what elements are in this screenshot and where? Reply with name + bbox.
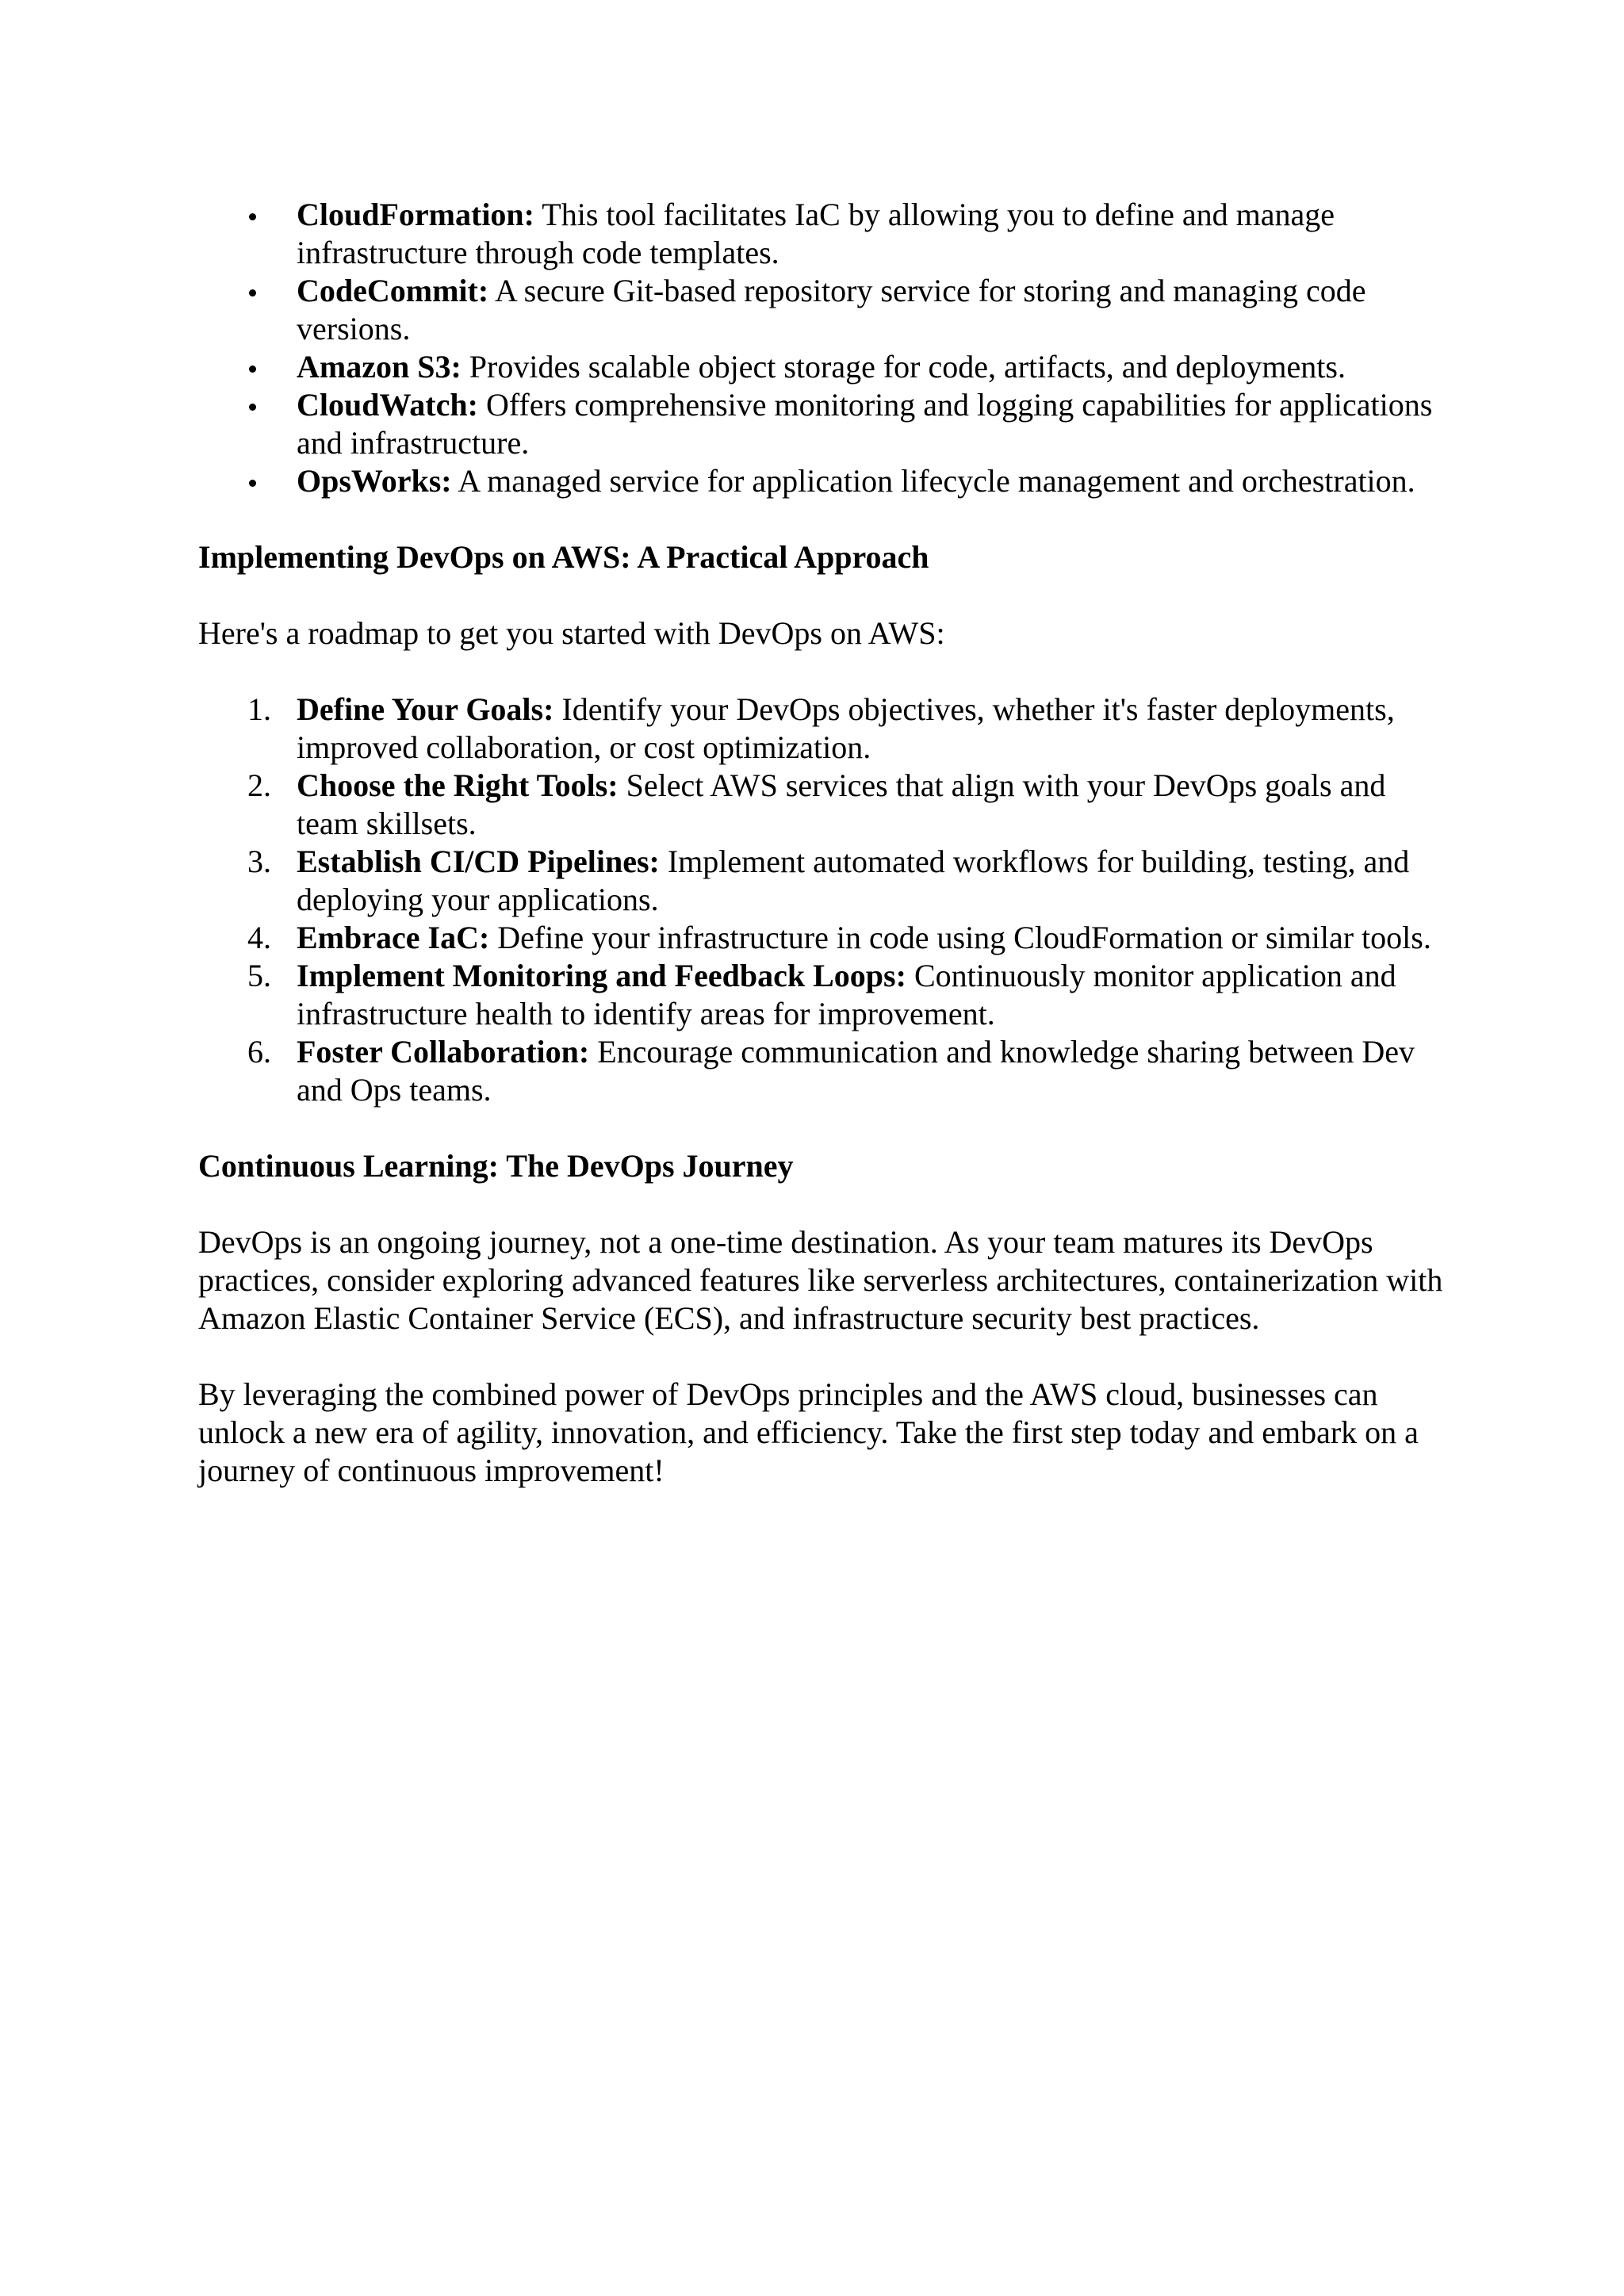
step-number: 1. (247, 691, 271, 727)
document-page (198, 196, 1451, 1490)
list-item-term: Implement Monitoring and Feedback Loops: (297, 958, 906, 993)
list-item (198, 348, 1451, 386)
list-item-text: Encourage communication and knowledge sharing between Dev and Ops teams. (297, 1034, 1415, 1108)
step-number: 3. (247, 844, 271, 879)
learning-paragraph-2: By leveraging the combined power of DevOps principles and the AWS cloud, businesses can unlock a new era of agility, innovation, and efficiency. Take the first step today and embark on a journey of continuous improvement! (198, 1376, 1419, 1488)
list-item (198, 462, 1451, 500)
list-item-term: Establish CI/CD Pipelines: (297, 844, 660, 879)
section-heading-learning: Continuous Learning: The DevOps Journey (198, 1148, 794, 1184)
list-item (198, 386, 1451, 462)
list-item-text: Offers comprehensive monitoring and logging capabilities for applications and infrastructure. (297, 387, 1433, 461)
list-item-text: Define your infrastructure in code using CloudFormation or similar tools. (489, 920, 1431, 955)
step-number: 6. (247, 1034, 271, 1070)
list-item (198, 1033, 1451, 1109)
list-item (198, 957, 1451, 1033)
list-item-text: A secure Git-based repository service for storing and managing code versions. (297, 273, 1366, 346)
roadmap-intro: Here's a roadmap to get you started with DevOps on AWS: (198, 615, 945, 651)
section-heading-implementing: Implementing DevOps on AWS: A Practical Approach (198, 539, 929, 575)
list-item-text: Provides scalable object storage for code, artifacts, and deployments. (461, 349, 1346, 385)
roadmap-steps-list (198, 691, 1451, 1109)
list-item-term: Embrace IaC: (297, 920, 490, 955)
list-item-text: Identify your DevOps objectives, whether it's faster deployments, improved collaboration, or cost optimization. (297, 691, 1395, 765)
list-item-term: Amazon S3: (297, 349, 462, 385)
step-number: 4. (247, 920, 271, 955)
list-item-term: CloudWatch: (297, 387, 478, 423)
step-number: 5. (247, 958, 271, 993)
step-number: 2. (247, 767, 271, 803)
list-item-term: Choose the Right Tools: (297, 767, 619, 803)
list-item-term: OpsWorks: (297, 463, 452, 499)
list-item-text: Select AWS services that align with your DevOps goals and team skillsets. (297, 767, 1386, 841)
list-item (198, 196, 1451, 272)
list-item-term: Foster Collaboration: (297, 1034, 590, 1070)
list-item-term: Define Your Goals: (297, 691, 554, 727)
list-item (198, 919, 1451, 957)
list-item-text: A managed service for application lifecycle management and orchestration. (451, 463, 1415, 499)
list-item-text: Continuously monitor application and infrastructure health to identify areas for improvement. (297, 958, 1396, 1031)
list-item-text: Implement automated workflows for building, testing, and deploying your applications. (297, 844, 1410, 917)
list-item-term: CodeCommit: (297, 273, 489, 308)
learning-paragraph-1: DevOps is an ongoing journey, not a one-time destination. As your team matures its DevOps practices, consider exploring advanced features like serverless architectures, containerization with Amazon Elastic Container Service (ECS), and infrastructure security best practices. (198, 1224, 1443, 1336)
list-item-term: CloudFormation: (297, 197, 534, 232)
list-item (198, 691, 1451, 767)
list-item (198, 272, 1451, 348)
aws-tools-list (198, 196, 1451, 500)
list-item (198, 843, 1451, 919)
list-item-text: This tool facilitates IaC by allowing you to define and manage infrastructure through code templates. (297, 197, 1335, 270)
list-item (198, 767, 1451, 843)
